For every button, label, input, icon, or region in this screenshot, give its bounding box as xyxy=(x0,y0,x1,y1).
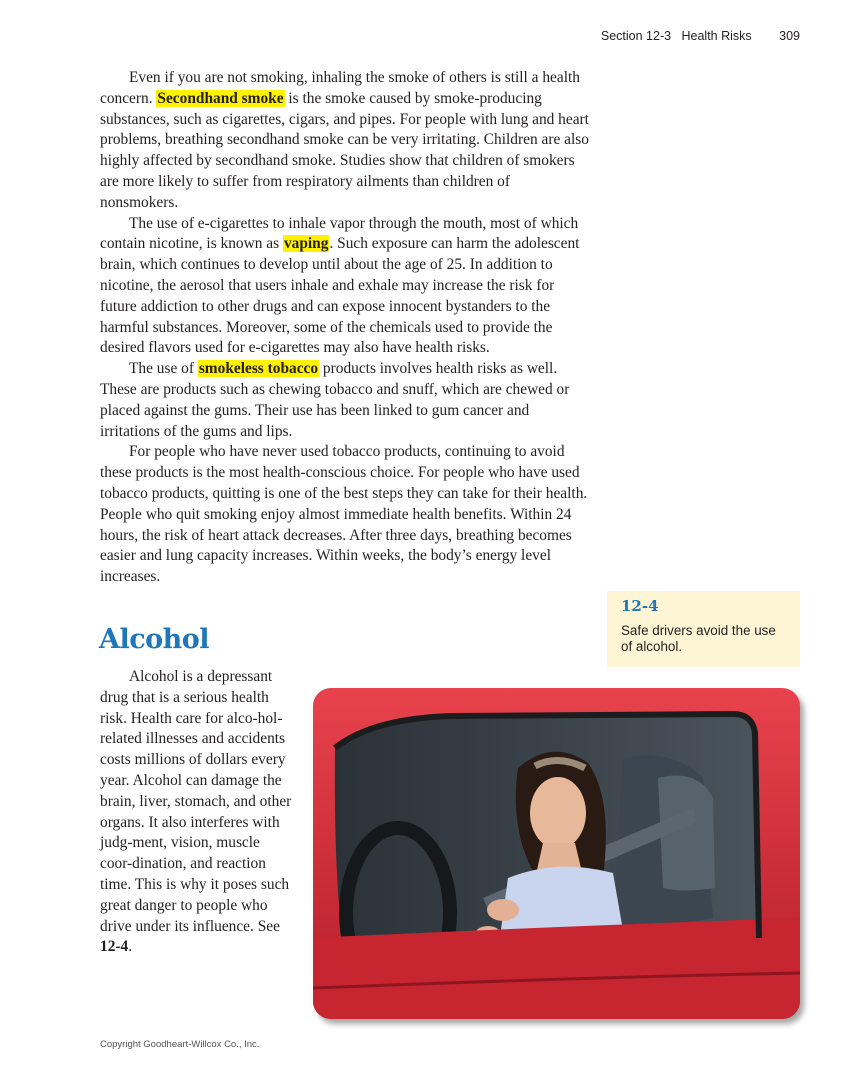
paragraph-secondhand-smoke: Even if you are not smoking, inhaling the smoke of others is still a health concern. Secondhand smoke is the smoke caused by smoke-producing substances, such as cigarettes, cigars, and pipes. For people with lung and heart problems, breathing secondhand smoke can be very irritating. Children are also highly affected by secondhand smoke. Studies show that children of smokers are more likely to suffer from respiratory ailments than children of nonsmokers. xyxy=(100,69,589,211)
page-number: 309 xyxy=(779,29,800,43)
alcohol-text xyxy=(100,667,292,958)
section-title: Health Risks xyxy=(681,29,752,43)
copyright-footer: Copyright Goodheart-Willcox Co., Inc. xyxy=(100,1039,260,1050)
photo-illustration xyxy=(313,688,800,1019)
figure-label: 12-4 xyxy=(621,597,659,615)
figure-reference: 12-4 xyxy=(100,938,129,956)
figure-caption: Safe drivers avoid the use of alcohol. xyxy=(621,623,776,654)
running-header xyxy=(601,29,800,43)
key-term-smokeless-tobacco: smokeless tobacco xyxy=(198,360,319,378)
paragraph-alcohol: Alcohol is a depressant drug that is a serious health risk. Health care for alco-hol-related illnesses and accidents costs millions of dollars every year. Alcohol can damage the brain, liver, stomach, and other organs. It also interferes with judg-ment, vision, muscle coor-dination, and reaction time. This is why it poses such great danger to people who drive under its influence. See 12-4. xyxy=(100,668,292,956)
paragraph-smokeless-tobacco: The use of smokeless tobacco products involves health risks as well. These are products such as chewing tobacco and snuff, which are chewed or placed against the gums. Their use has been linked to gum cancer and irritations of the gums and lips. xyxy=(100,360,570,440)
section-heading-alcohol: Alcohol xyxy=(99,624,210,655)
paragraph-quitting: For people who have never used tobacco products, continuing to avoid these products is the most health-conscious choice. For people who have used tobacco products, quitting is one of the best steps they can take for their health. People who quit smoking enjoy almost immediate health benefits. Within 24 hours, the risk of heart attack decreases. After three days, breathing becomes easier and lung capacity increases. Within weeks, the body’s energy level increases. xyxy=(100,443,588,586)
figure-photo-driver-seatbelt xyxy=(313,688,800,1019)
key-term-vaping: vaping xyxy=(283,235,329,253)
section-label: Section 12-3 xyxy=(600,29,672,43)
figure-caption-box xyxy=(607,591,800,667)
paragraph-vaping: The use of e-cigarettes to inhale vapor through the mouth, most of which contain nicotine, is known as vaping. Such exposure can harm the adolescent brain, which continues to develop until about the age of 25. In addition to nicotine, the aerosol that users inhale and exhale may increase the risk for future addiction to other drugs and can expose innocent bystanders to the harmful substances. Moreover, some of the chemicals used to provide the desired flavors used for e-cigarettes may also have health risks. xyxy=(100,214,580,357)
key-term-secondhand-smoke: Secondhand smoke xyxy=(157,89,284,107)
main-text xyxy=(100,68,592,588)
